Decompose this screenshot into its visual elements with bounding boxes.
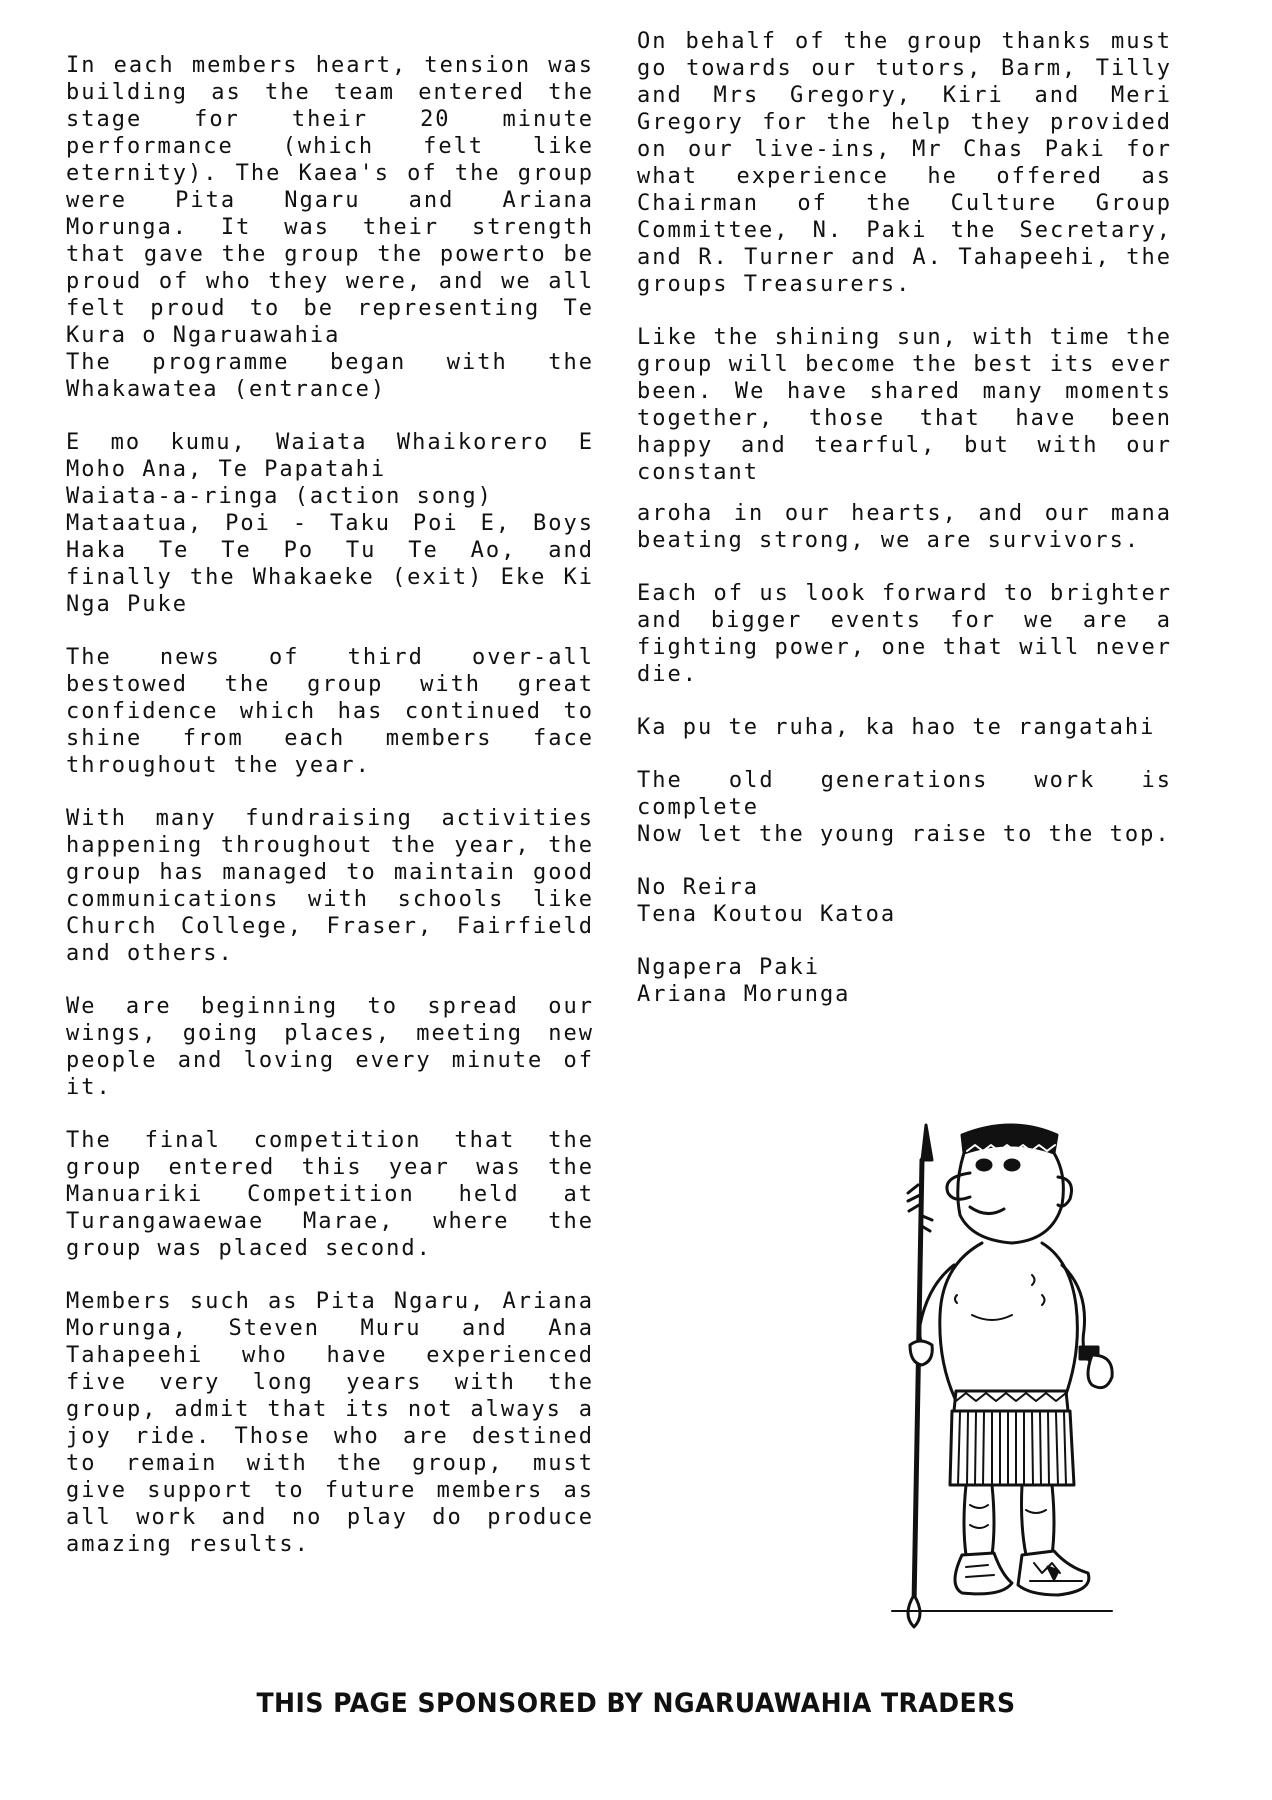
article-paragraph-6: The final competition that the group entered this year was the Manuariki Competition held at Turangawaewae Marae, where the group was placed second. [66,1128,594,1261]
closing-greeting: No Reira Tena Koutou Katoa [637,875,897,927]
article-paragraph-5: We are beginning to spread our wings, going places, meeting new people and loving every minute of it. [66,994,594,1100]
proverb: Ka pu te ruha, ka hao te rangatahi [637,715,1156,740]
article-paragraph-3: The news of third over-all bestowed the group with great confidence which has continued to shine from each members face throughout the year. [66,645,594,778]
article-paragraph-2: E mo kumu, Waiata Whaikorero E Moho Ana, Te Papatahi Waiata-a-ringa (action song) Mataatua, Poi - Taku Poi E, Boys Haka Te Te Po Tu Te Ao, and finally the Whakaeke (exit) Eke Ki Nga Puke [66,430,594,617]
right-column [637,28,1172,1034]
article-paragraph-4: With many fundraising activities happening throughout the year, the group has managed to maintain good communications with schools like Church College, Fraser, Fairfield and others. [66,806,594,966]
author-signature: Ngapera Paki Ariana Morunga [637,955,851,1007]
look-forward-paragraph: Each of us look forward to brighter and bigger events for we are a fighting power, one that will never die. [637,581,1172,687]
aroha-paragraph: aroha in our hearts, and our mana beating strong, we are survivors. [637,501,1172,553]
sponsor-footer: THIS PAGE SPONSORED BY NGARUAWAHIA TRADERS [256,1688,1016,1719]
generations-paragraph: The old generations work is complete Now let the young raise to the top. [637,768,1172,847]
article-paragraph-7: Members such as Pita Ngaru, Ariana Morunga, Steven Muru and Ana Tahapeehi who have experienced five very long years with the group, admit that its not always a joy ride. Those who are destined to remain with the group, must give support to future members as all work and no play do produce amazing results. [66,1289,594,1557]
shining-sun-paragraph: Like the shining sun, with time the group will become the best its ever been. We have shared many moments together, those that have been happy and tearful, but with our constant [637,325,1172,485]
thanks-paragraph: On behalf of the group thanks must go towards our tutors, Barm, Tilly and Mrs Gregory, Kiri and Meri Gregory for the help they provided on our live-ins, Mr Chas Paki for what experience he offered as Chairman of the Culture Group Committee, N. Paki the Secretary, and R. Turner and A. Tahapeehi, the groups Treasurers. [637,29,1172,297]
left-column [66,52,594,1584]
warrior-cartoon-illustration [862,1115,1122,1635]
article-paragraph-1: In each members heart, tension was building as the team entered the stage for their 20 minute performance (which felt like eternity). The Kaea's of the group were Pita Ngaru and Ariana Morunga. It was their strength that gave the group the powerto be proud of who they were, and we all felt proud to be representing Te Kura o Ngaruawahia The programme began with the Whakawatea (entrance) [66,53,594,402]
